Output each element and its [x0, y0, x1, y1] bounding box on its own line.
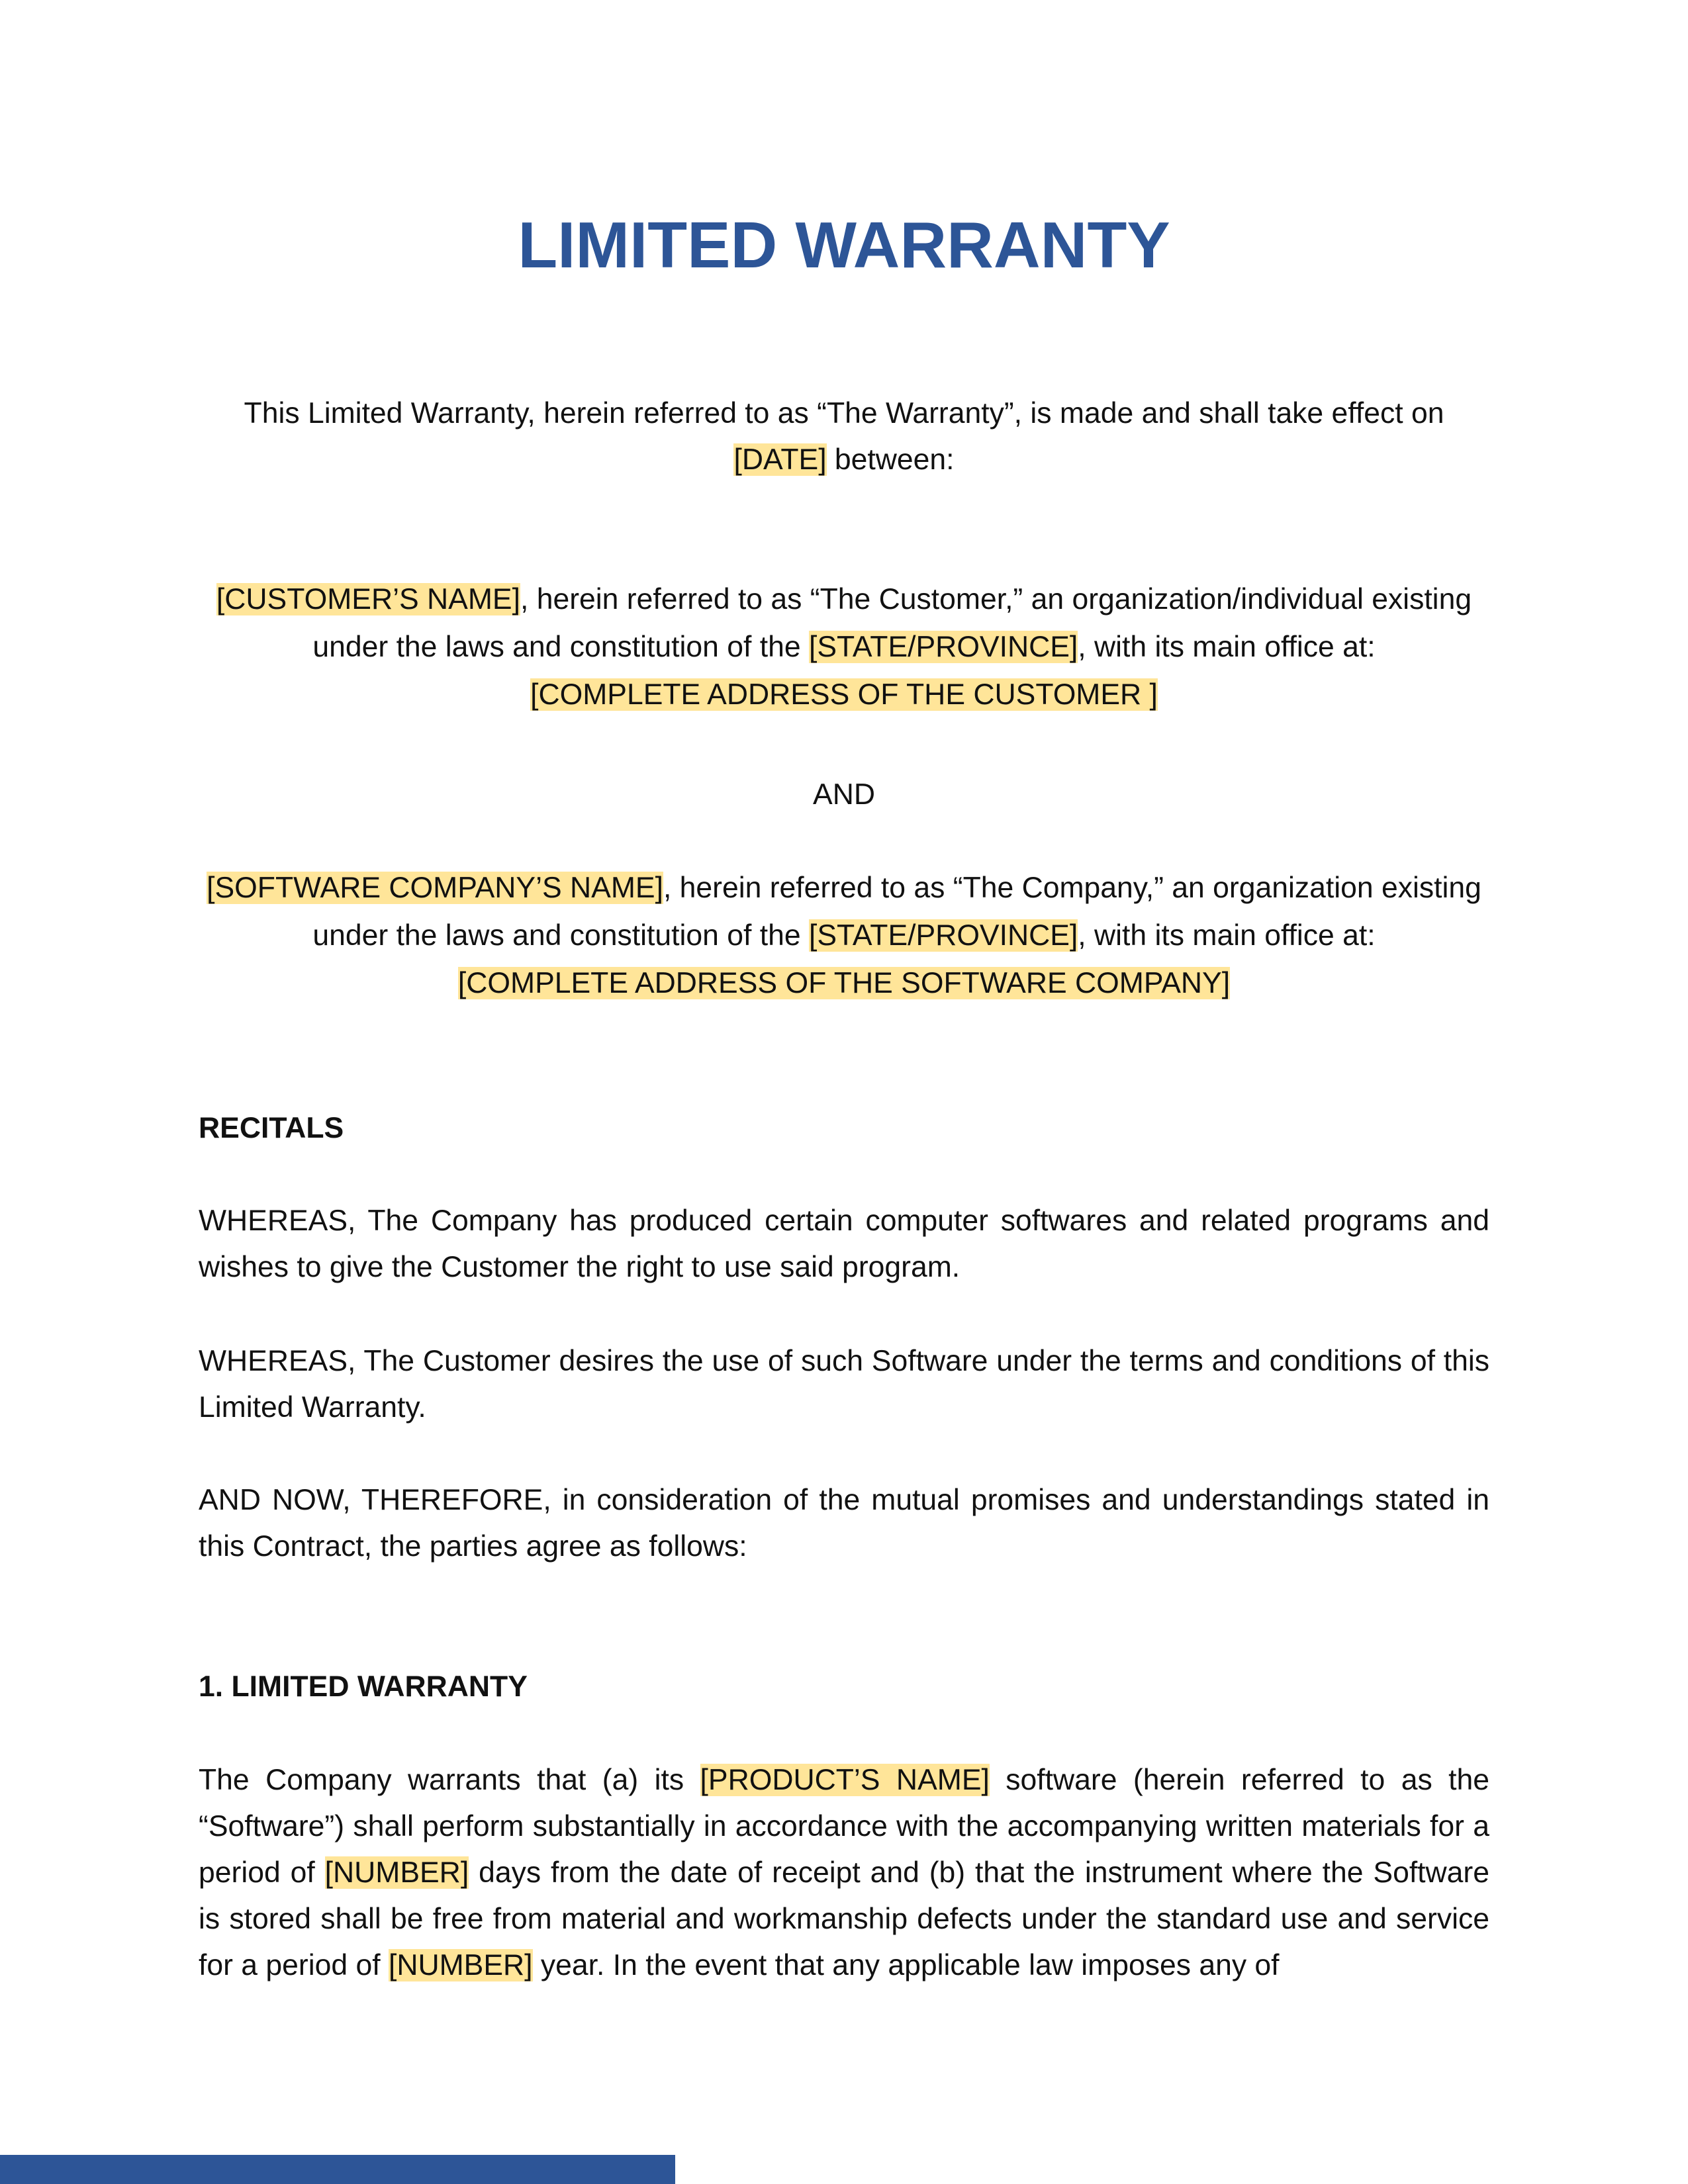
number-placeholder-years: [NUMBER] [388, 1949, 533, 1981]
company-state-placeholder: [STATE/PROVINCE] [808, 919, 1078, 952]
document-title: LIMITED WARRANTY [518, 208, 1170, 281]
section-1-heading: 1. LIMITED WARRANTY [199, 1670, 528, 1703]
intro-text-between: between: [826, 443, 955, 476]
footer-accent-bar [0, 2155, 675, 2184]
company-text-1: , herein referred to as “The Company,” an organization existing under the laws and constitution of the [312, 872, 1481, 952]
recital-paragraph-3 [199, 1477, 1489, 1570]
recital-text-2: WHEREAS, The Customer desires the use of such Software under the terms and conditions of this Limited Warranty. [199, 1345, 1489, 1424]
customer-address-placeholder: [COMPLETE ADDRESS OF THE CUSTOMER ] [530, 678, 1158, 711]
customer-text-2: , with its main office at: [1078, 631, 1376, 663]
recital-text-1: WHEREAS, The Company has produced certain computer softwares and related programs and wishes to give the Customer the right to use said program. [199, 1205, 1489, 1283]
product-name-placeholder: [PRODUCT’S NAME] [700, 1764, 990, 1796]
recital-text-3: AND NOW, THEREFORE, in consideration of the mutual promises and understandings stated in this Contract, the parties agree as follows: [199, 1484, 1489, 1563]
customer-name-placeholder: [CUSTOMER’S NAME] [216, 583, 520, 615]
customer-text-1: , herein referred to as “The Customer,” an organization/individual existing under the laws and constitution of the [312, 583, 1472, 663]
section-1-paragraph [199, 1757, 1489, 1989]
section-1-text-3: days from the date of receipt and (b) that the instrument where the Software is stored shall be free from material and workmanship defects under the standard use and service for a period of [199, 1856, 1489, 1981]
section-1-text-2: software (herein referred to as the “Software”) shall perform substantially in accordance with the accompanying written materials for a period of [199, 1764, 1489, 1889]
customer-paragraph [199, 576, 1489, 719]
number-placeholder-days: [NUMBER] [324, 1856, 469, 1889]
intro-text: This Limited Warranty, herein referred to as “The Warranty”, is made and shall take effect on [244, 397, 1444, 430]
recitals-heading: RECITALS [199, 1112, 344, 1144]
and-separator [199, 772, 1489, 818]
and-label: AND [813, 778, 875, 811]
company-paragraph [199, 864, 1489, 1007]
section-1-text-4: year. In the event that any applicable law imposes any of [532, 1949, 1280, 1981]
date-placeholder: [DATE] [733, 443, 827, 476]
company-address-placeholder: [COMPLETE ADDRESS OF THE SOFTWARE COMPANY] [457, 967, 1231, 999]
company-name-placeholder: [SOFTWARE COMPANY’S NAME] [207, 872, 663, 904]
recital-paragraph-2 [199, 1338, 1489, 1431]
intro-paragraph [199, 390, 1489, 483]
section-1-text-1: The Company warrants that (a) its [199, 1764, 700, 1796]
recital-paragraph-1 [199, 1198, 1489, 1291]
company-text-2: , with its main office at: [1078, 919, 1376, 952]
customer-state-placeholder: [STATE/PROVINCE] [808, 631, 1078, 663]
